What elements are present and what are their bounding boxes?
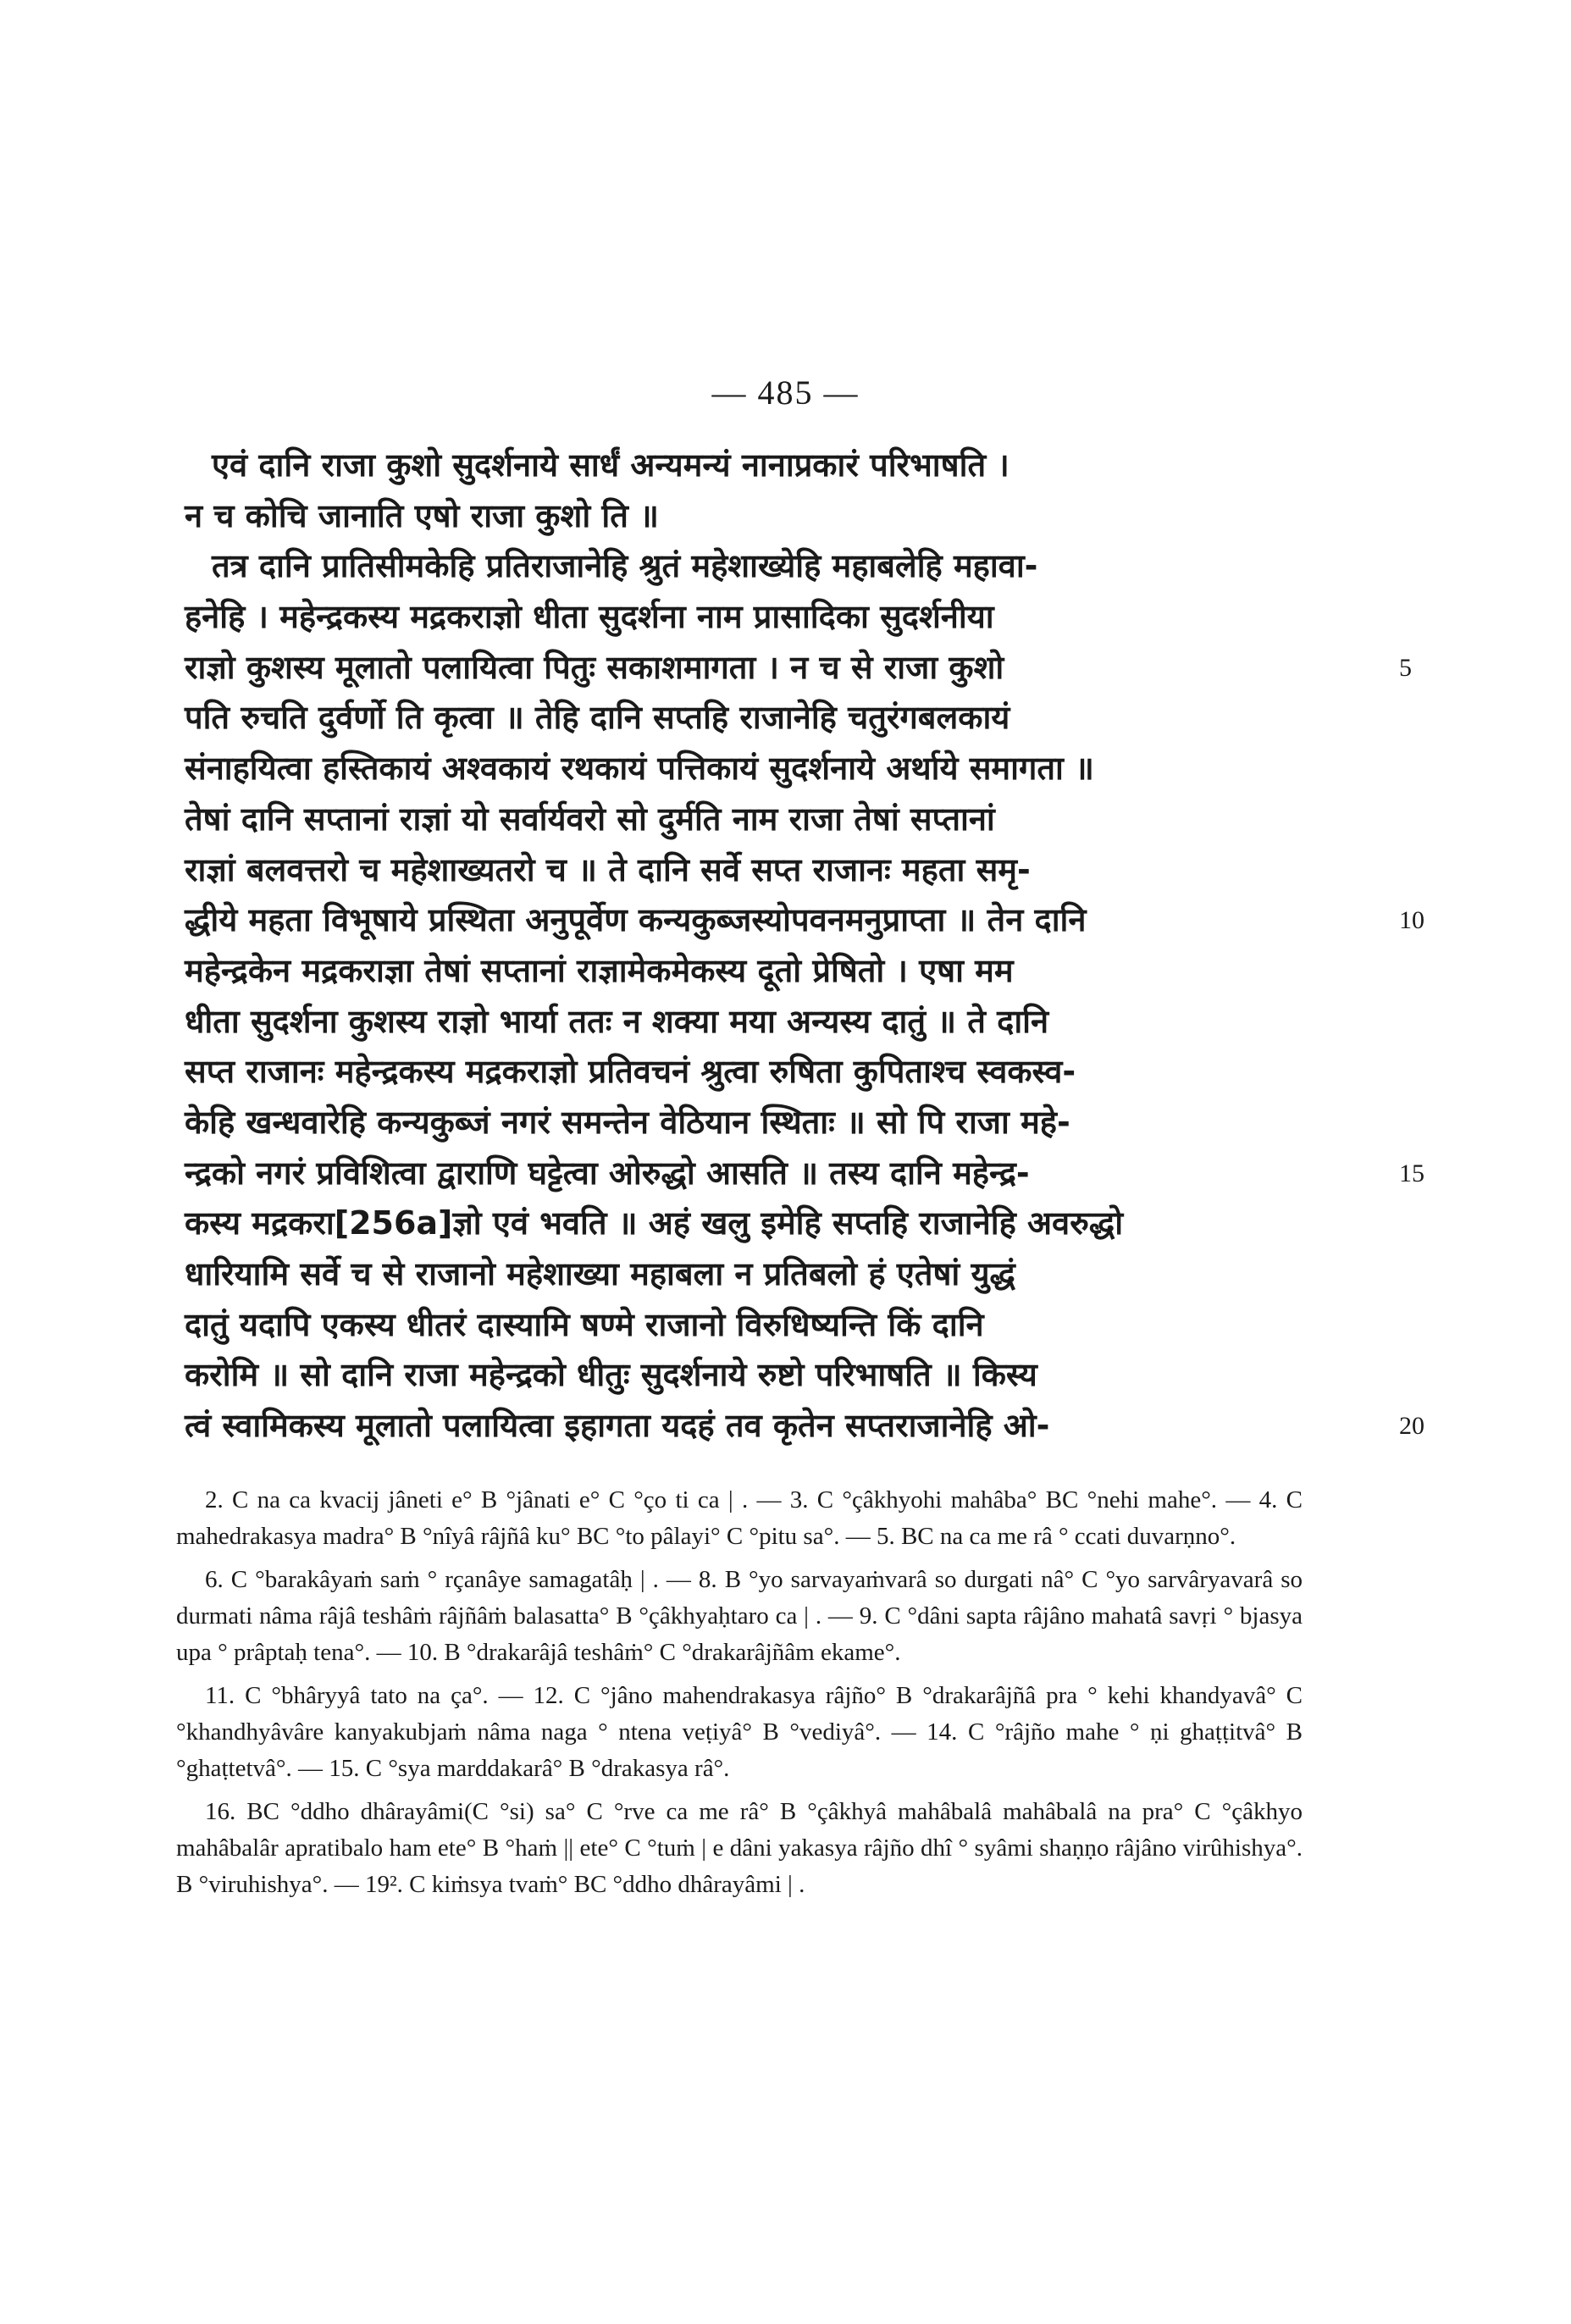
line-text: न्द्रको नगरं प्रविशित्वा द्वाराणि घट्टेत्वा ओरुद्धो आसति ॥ तस्य दानि महेन्द्र- <box>185 1154 1030 1192</box>
line-text: महेन्द्रकेन मद्रकराज्ञा तेषां सप्तानां राज्ञामेकमेकस्य दूतो प्रेषितो । एषा मम <box>185 951 1014 989</box>
text-line <box>185 1249 1362 1300</box>
line-number: 15 <box>1399 1159 1424 1187</box>
line-text: एवं दानि राजा कुशो सुदर्शनाये सार्धं अन्यमन्यं नानाप्रकारं परिभाषति । <box>212 446 1010 484</box>
line-text: कस्य मद्रकरा[256a]ज्ञो एवं भवति ॥ अहं खलु इमेहि सप्तहि राजानेहि अवरुद्धो <box>185 1204 1124 1242</box>
footnote-block: 6. C °barakâyaṁ saṁ ° rçanâye samagatâḥ | . — 8. B °yo sarvayaṁvarâ so durgati nâ° C °yo sarvâryavarâ so durmati nâma râjâ teshâṁ râjñâṁ balasatta° B °çâkhyaḥtaro ca | . — 9. C °dâni sapta râjâno mahatâ savṛi ° bjasya upa ° prâptaḥ tena°. — 10. B °drakarâjâ teshâṁ° C °drakarâjñâm ekame°. <box>176 1566 1303 1666</box>
line-text: संनाहयित्वा हस्तिकायं अश्वकायं रथकायं पत्तिकायं सुदर्शनाये अर्थाये समागता ॥ <box>185 750 1094 788</box>
line-text: त्वं स्वामिकस्य मूलातो पलायित्वा इहागता यदहं तव कृतेन सप्तराजानेहि ओ- <box>185 1407 1050 1445</box>
line-text: न च कोचि जानाति एषो राजा कुशो ति ॥ <box>185 496 659 534</box>
line-text: सप्त राजानः महेन्द्रकस्य मद्रकराज्ञो प्रतिवचनं श्रुत्वा रुषिता कुपिताश्च स्वकस्व- <box>185 1053 1076 1091</box>
line-text: द्धीये महता विभूषाये प्रस्थिता अनुपूर्वेण कन्यकुब्जस्योपवनमनुप्राप्ता ॥ तेन दानि <box>185 901 1087 939</box>
text-line <box>185 1047 1362 1098</box>
line-text: तत्र दानि प्रातिसीमकेहि प्रतिराजानेहि श्रुतं महेशाख्येहि महाबलेहि महावा- <box>212 547 1038 585</box>
page-number: — 485 — <box>711 374 860 412</box>
line-text: पति रुचति दुर्वर्णो ति कृत्वा ॥ तेहि दानि सप्तहि राजानेहि चतुरंगबलकायं <box>185 699 1010 737</box>
text-line <box>185 541 1362 592</box>
text-line <box>185 693 1362 744</box>
text-line <box>185 1300 1362 1351</box>
line-text: राज्ञो कुशस्य मूलातो पलायित्वा पितुः सकाशमागता । न च से राजा कुशो <box>185 648 1004 686</box>
text-line <box>185 997 1362 1048</box>
line-text: राज्ञां बलवत्तरो च महेशाख्यतरो च ॥ ते दानि सर्वे सप्त राजानः महता समृ- <box>185 850 1031 888</box>
line-number: 5 <box>1399 653 1412 682</box>
line-text: धारियामि सर्वे च से राजानो महेशाख्या महाबला न प्रतिबलो हं एतेषां युद्धं <box>185 1255 1015 1292</box>
text-line <box>185 1098 1362 1148</box>
main-text <box>185 440 1424 1452</box>
line-text: दातुं यदापि एकस्य धीतरं दास्यामि षण्मे राजानो विरुधिष्यन्ति किं दानि <box>185 1305 984 1343</box>
text-line <box>185 1401 1424 1452</box>
footnote-block: 16. BC °ddho dhârayâmi(C °si) sa° C °rve ca me râ° B °çâkhyâ mahâbalâ mahâbalâ na pra° C °çâkhyo mahâbalâr apratibalo ham ete° B °haṁ || ete° C °tuṁ | e dâni yakasya râjño dhî ° syâmi shaṇṇo râjâno virûhishya°. B °viruhishya°. — 19². C kiṁsya tvaṁ° BC °ddho dhârayâmi | . <box>176 1798 1303 1898</box>
footnote-block: 2. C na ca kvacij jâneti e° B °jânati e° C °ço ti ca | . — 3. C °çâkhyohi mahâba° BC °nehi mahe°. — 4. C mahedrakasya madra° B °nîyâ râjñâ ku° BC °to pâlayi° C °pitu sa°. — 5. BC na ca me râ ° ccati duvarṇno°. <box>176 1486 1303 1550</box>
text-line <box>185 946 1362 997</box>
text-line <box>185 1198 1362 1249</box>
footnote-block: 11. C °bhâryyâ tato na ça°. — 12. C °jâno mahendrakasya râjño° B °drakarâjñâ pra ° kehi khandyavâ° C °khandhyâvâre kanyakubjaṁ nâma naga ° ntena veṭiyâ° B °vediyâ°. — 14. C °râjño mahe ° ṇi ghaṭṭitvâ° B °ghaṭtetvâ°. — 15. C °sya marddakarâ° B °drakasya râ°. <box>176 1682 1303 1782</box>
line-text: हनेहि । महेन्द्रकस्य मद्रकराज्ञो धीता सुदर्शना नाम प्रासादिका सुदर्शनीया <box>185 598 994 636</box>
text-line <box>185 895 1424 946</box>
text-line <box>185 491 1362 542</box>
text-line <box>185 1148 1424 1199</box>
text-line <box>185 845 1362 896</box>
line-number: 10 <box>1399 906 1424 935</box>
text-line <box>185 794 1362 845</box>
text-line <box>185 592 1362 643</box>
line-text: करोमि ॥ सो दानि राजा महेन्द्रको धीतुः सुदर्शनाये रुष्टो परिभाषति ॥ किस्य <box>185 1356 1037 1394</box>
footnotes <box>176 1482 1303 1910</box>
text-line <box>185 440 1362 491</box>
text-line <box>185 643 1412 694</box>
line-text: तेषां दानि सप्तानां राज्ञां यो सर्वार्यवरो सो दुर्मति नाम राजा तेषां सप्तानां <box>185 800 995 838</box>
line-number: 20 <box>1399 1412 1424 1441</box>
line-text: केहि खन्धवारेहि कन्यकुब्जं नगरं समन्तेन वेठियान स्थिताः ॥ सो पि राजा महे- <box>185 1103 1070 1141</box>
line-text: धीता सुदर्शना कुशस्य राज्ञो भार्या ततः न शक्या मया अन्यस्य दातुं ॥ ते दानि <box>185 1002 1049 1040</box>
text-line <box>185 744 1362 794</box>
text-line <box>185 1350 1362 1401</box>
